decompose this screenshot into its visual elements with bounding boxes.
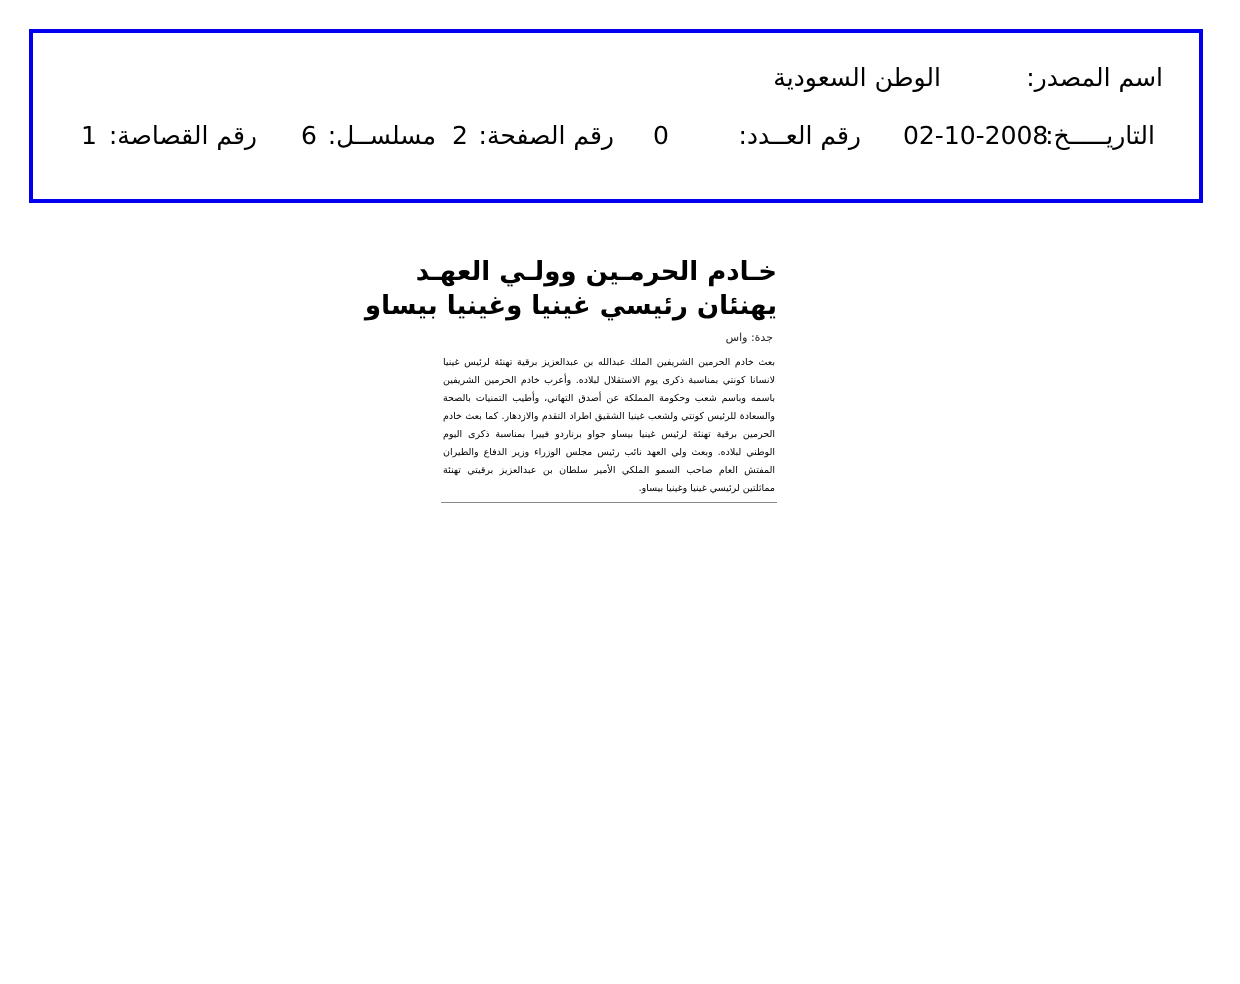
serial-label: مسلســل: (327, 121, 436, 150)
page-label: رقم الصفحة: (478, 121, 614, 150)
serial-value: 6 (301, 121, 317, 150)
byline: جدة: واس (725, 331, 773, 344)
issue-value: 0 (653, 121, 669, 150)
page-value: 2 (452, 121, 468, 150)
clip-value: 1 (81, 121, 97, 150)
metadata-frame (29, 29, 1203, 203)
issue-label: رقم العــدد: (738, 121, 861, 150)
date-label: التاريـــــخ: (1045, 121, 1155, 150)
clip-label: رقم القصاصة: (108, 121, 257, 150)
bottom-rule (441, 502, 777, 503)
newspaper-clipping (364, 255, 777, 503)
headline-line-1: خـادم الحرمـين وولـي العهـد (415, 257, 777, 287)
headline-line-2: يهنئان رئيسي غينيا وغينيا بيساو (364, 291, 777, 321)
source-label: اسم المصدر: (1026, 63, 1163, 92)
article-body: بعث خادم الحرمين الشريفين الملك عبدالله بن عبدالعزيز برقية تهنئة لرئيس غينيا لانسانا كونتي بمناسبة ذكرى يوم الاستقلال لبلاده. وأعرب خادم الحرمين الشريفين باسمه وباسم شعب وحكومة المملكة عن أصدق التهاني، وأطيب التمنيات بالصحة والسعادة للرئيس كونتي ولشعب غينيا الشقيق اطراد التقدم والازدهار. كما بعث خادم الحرمين برقية تهنئة لرئيس غينيا بيساو جواو برناردو فييرا بمناسبة ذكرى اليوم الوطني لبلاده. وبعث ولي العهد نائب رئيس مجلس الوزراء وزير الدفاع والطيران المفتش العام صاحب السمو الملكي الأمير سلطان بن عبدالعزيز برقيتي تهنئة مماثلتين لرئيسي غينيا وغينيا بيساو. (443, 357, 775, 494)
source-value: الوطن السعودية (773, 63, 941, 92)
date-value: 02-10-2008 (903, 121, 1049, 150)
